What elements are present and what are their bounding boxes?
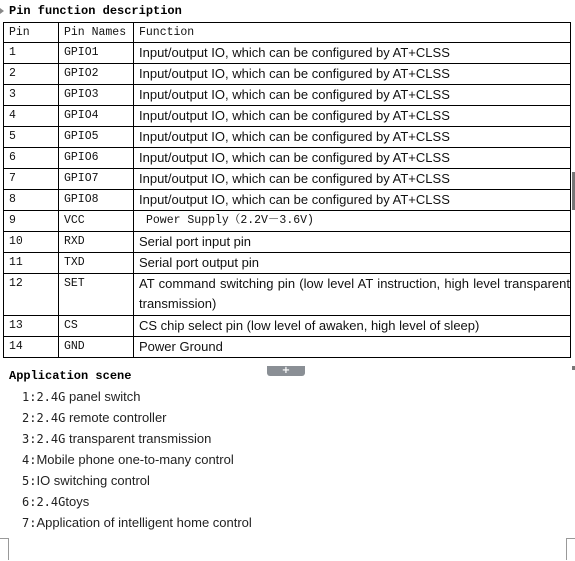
column-header-function: Function	[134, 23, 571, 43]
pin-number-cell: 10	[4, 232, 59, 253]
pin-number-cell: 13	[4, 316, 59, 337]
list-item-number: 2:	[22, 411, 37, 425]
list-item	[22, 386, 252, 407]
table-row	[4, 190, 571, 211]
pin-function-cell: AT command switching pin (low level AT instruction, high level transparent transmission)	[134, 274, 571, 316]
paragraph-anchor-icon	[0, 8, 4, 14]
list-item-text: toys	[65, 494, 90, 509]
pin-number-cell: 8	[4, 190, 59, 211]
list-item-prefix: 2.4G	[36, 432, 66, 446]
table-header-row	[4, 23, 571, 43]
crop-mark-left	[8, 538, 9, 560]
pin-function-cell: Serial port output pin	[134, 253, 571, 274]
application-list	[22, 386, 252, 533]
list-item-number: 5:	[22, 474, 37, 488]
pin-name-cell: GND	[59, 337, 134, 358]
pin-function-cell: Input/output IO, which can be configured by AT+CLSS	[134, 64, 571, 85]
list-item	[22, 449, 252, 470]
pin-name-cell: GPIO8	[59, 190, 134, 211]
pin-function-cell: Input/output IO, which can be configured by AT+CLSS	[134, 85, 571, 106]
pin-name-cell: VCC	[59, 211, 134, 232]
list-item-text: IO switching control	[36, 473, 150, 488]
pin-function-table	[3, 22, 571, 358]
list-item-number: 7:	[22, 516, 37, 530]
pin-number-cell: 14	[4, 337, 59, 358]
list-item-text: Mobile phone one-to-many control	[36, 452, 234, 467]
list-item-number: 6:	[22, 495, 37, 509]
pin-name-cell: RXD	[59, 232, 134, 253]
pin-function-cell: Input/output IO, which can be configured by AT+CLSS	[134, 127, 571, 148]
list-item	[22, 470, 252, 491]
crop-mark-left-horizontal	[0, 538, 9, 539]
pin-number-cell: 3	[4, 85, 59, 106]
add-row-handle[interactable]	[267, 366, 305, 376]
table-row	[4, 337, 571, 358]
pin-number-cell: 12	[4, 274, 59, 316]
pin-number-cell: 11	[4, 253, 59, 274]
list-item-text: transparent transmission	[65, 431, 212, 446]
pin-number-cell: 5	[4, 127, 59, 148]
table-row	[4, 64, 571, 85]
pin-number-cell: 6	[4, 148, 59, 169]
pin-name-cell: GPIO2	[59, 64, 134, 85]
pin-number-cell: 9	[4, 211, 59, 232]
table-row	[4, 148, 571, 169]
pin-function-cell: CS chip select pin (low level of awaken, high level of sleep)	[134, 316, 571, 337]
list-item	[22, 428, 252, 449]
pin-name-cell: GPIO1	[59, 43, 134, 64]
list-item-text: panel switch	[65, 389, 141, 404]
pin-name-cell: GPIO3	[59, 85, 134, 106]
pin-number-cell: 1	[4, 43, 59, 64]
crop-mark-right	[566, 538, 567, 560]
plus-icon: +	[281, 365, 291, 376]
pin-function-cell: Power Supply（2.2V－3.6V)	[134, 211, 571, 232]
table-row	[4, 127, 571, 148]
pin-function-cell: Input/output IO, which can be configured by AT+CLSS	[134, 148, 571, 169]
pin-number-cell: 7	[4, 169, 59, 190]
list-item	[22, 407, 252, 428]
pin-name-cell: TXD	[59, 253, 134, 274]
pin-name-cell: SET	[59, 274, 134, 316]
list-item-number: 3:	[22, 432, 37, 446]
table-row	[4, 85, 571, 106]
pin-name-cell: GPIO4	[59, 106, 134, 127]
pin-name-cell: CS	[59, 316, 134, 337]
list-item-text: Application of intelligent home control	[36, 515, 252, 530]
list-item-number: 4:	[22, 453, 37, 467]
table-row	[4, 232, 571, 253]
pin-name-cell: GPIO5	[59, 127, 134, 148]
list-item-prefix: 2.4G	[36, 390, 66, 404]
pin-function-cell: Power Ground	[134, 337, 571, 358]
list-item	[22, 491, 252, 512]
pin-function-cell: Serial port input pin	[134, 232, 571, 253]
pin-number-cell: 2	[4, 64, 59, 85]
table-row	[4, 274, 571, 316]
list-item-text: remote controller	[65, 410, 167, 425]
pin-name-cell: GPIO7	[59, 169, 134, 190]
list-item-prefix: 2.4G	[36, 411, 66, 425]
application-section-heading: Application scene	[9, 369, 132, 383]
table-row	[4, 253, 571, 274]
crop-mark-right-horizontal	[566, 538, 575, 539]
pin-function-cell: Input/output IO, which can be configured by AT+CLSS	[134, 190, 571, 211]
table-row	[4, 169, 571, 190]
list-item-prefix: 2.4G	[36, 495, 66, 509]
pin-function-cell: Input/output IO, which can be configured by AT+CLSS	[134, 106, 571, 127]
table-row	[4, 43, 571, 64]
table-row	[4, 211, 571, 232]
column-header-pin-names: Pin Names	[59, 23, 134, 43]
table-row	[4, 316, 571, 337]
pin-function-cell: Input/output IO, which can be configured by AT+CLSS	[134, 169, 571, 190]
pin-function-cell: Input/output IO, which can be configured by AT+CLSS	[134, 43, 571, 64]
list-item	[22, 512, 252, 533]
table-row	[4, 106, 571, 127]
pin-number-cell: 4	[4, 106, 59, 127]
pin-name-cell: GPIO6	[59, 148, 134, 169]
column-header-pin: Pin	[4, 23, 59, 43]
pin-section-heading: Pin function description	[9, 4, 182, 18]
list-item-number: 1:	[22, 390, 37, 404]
